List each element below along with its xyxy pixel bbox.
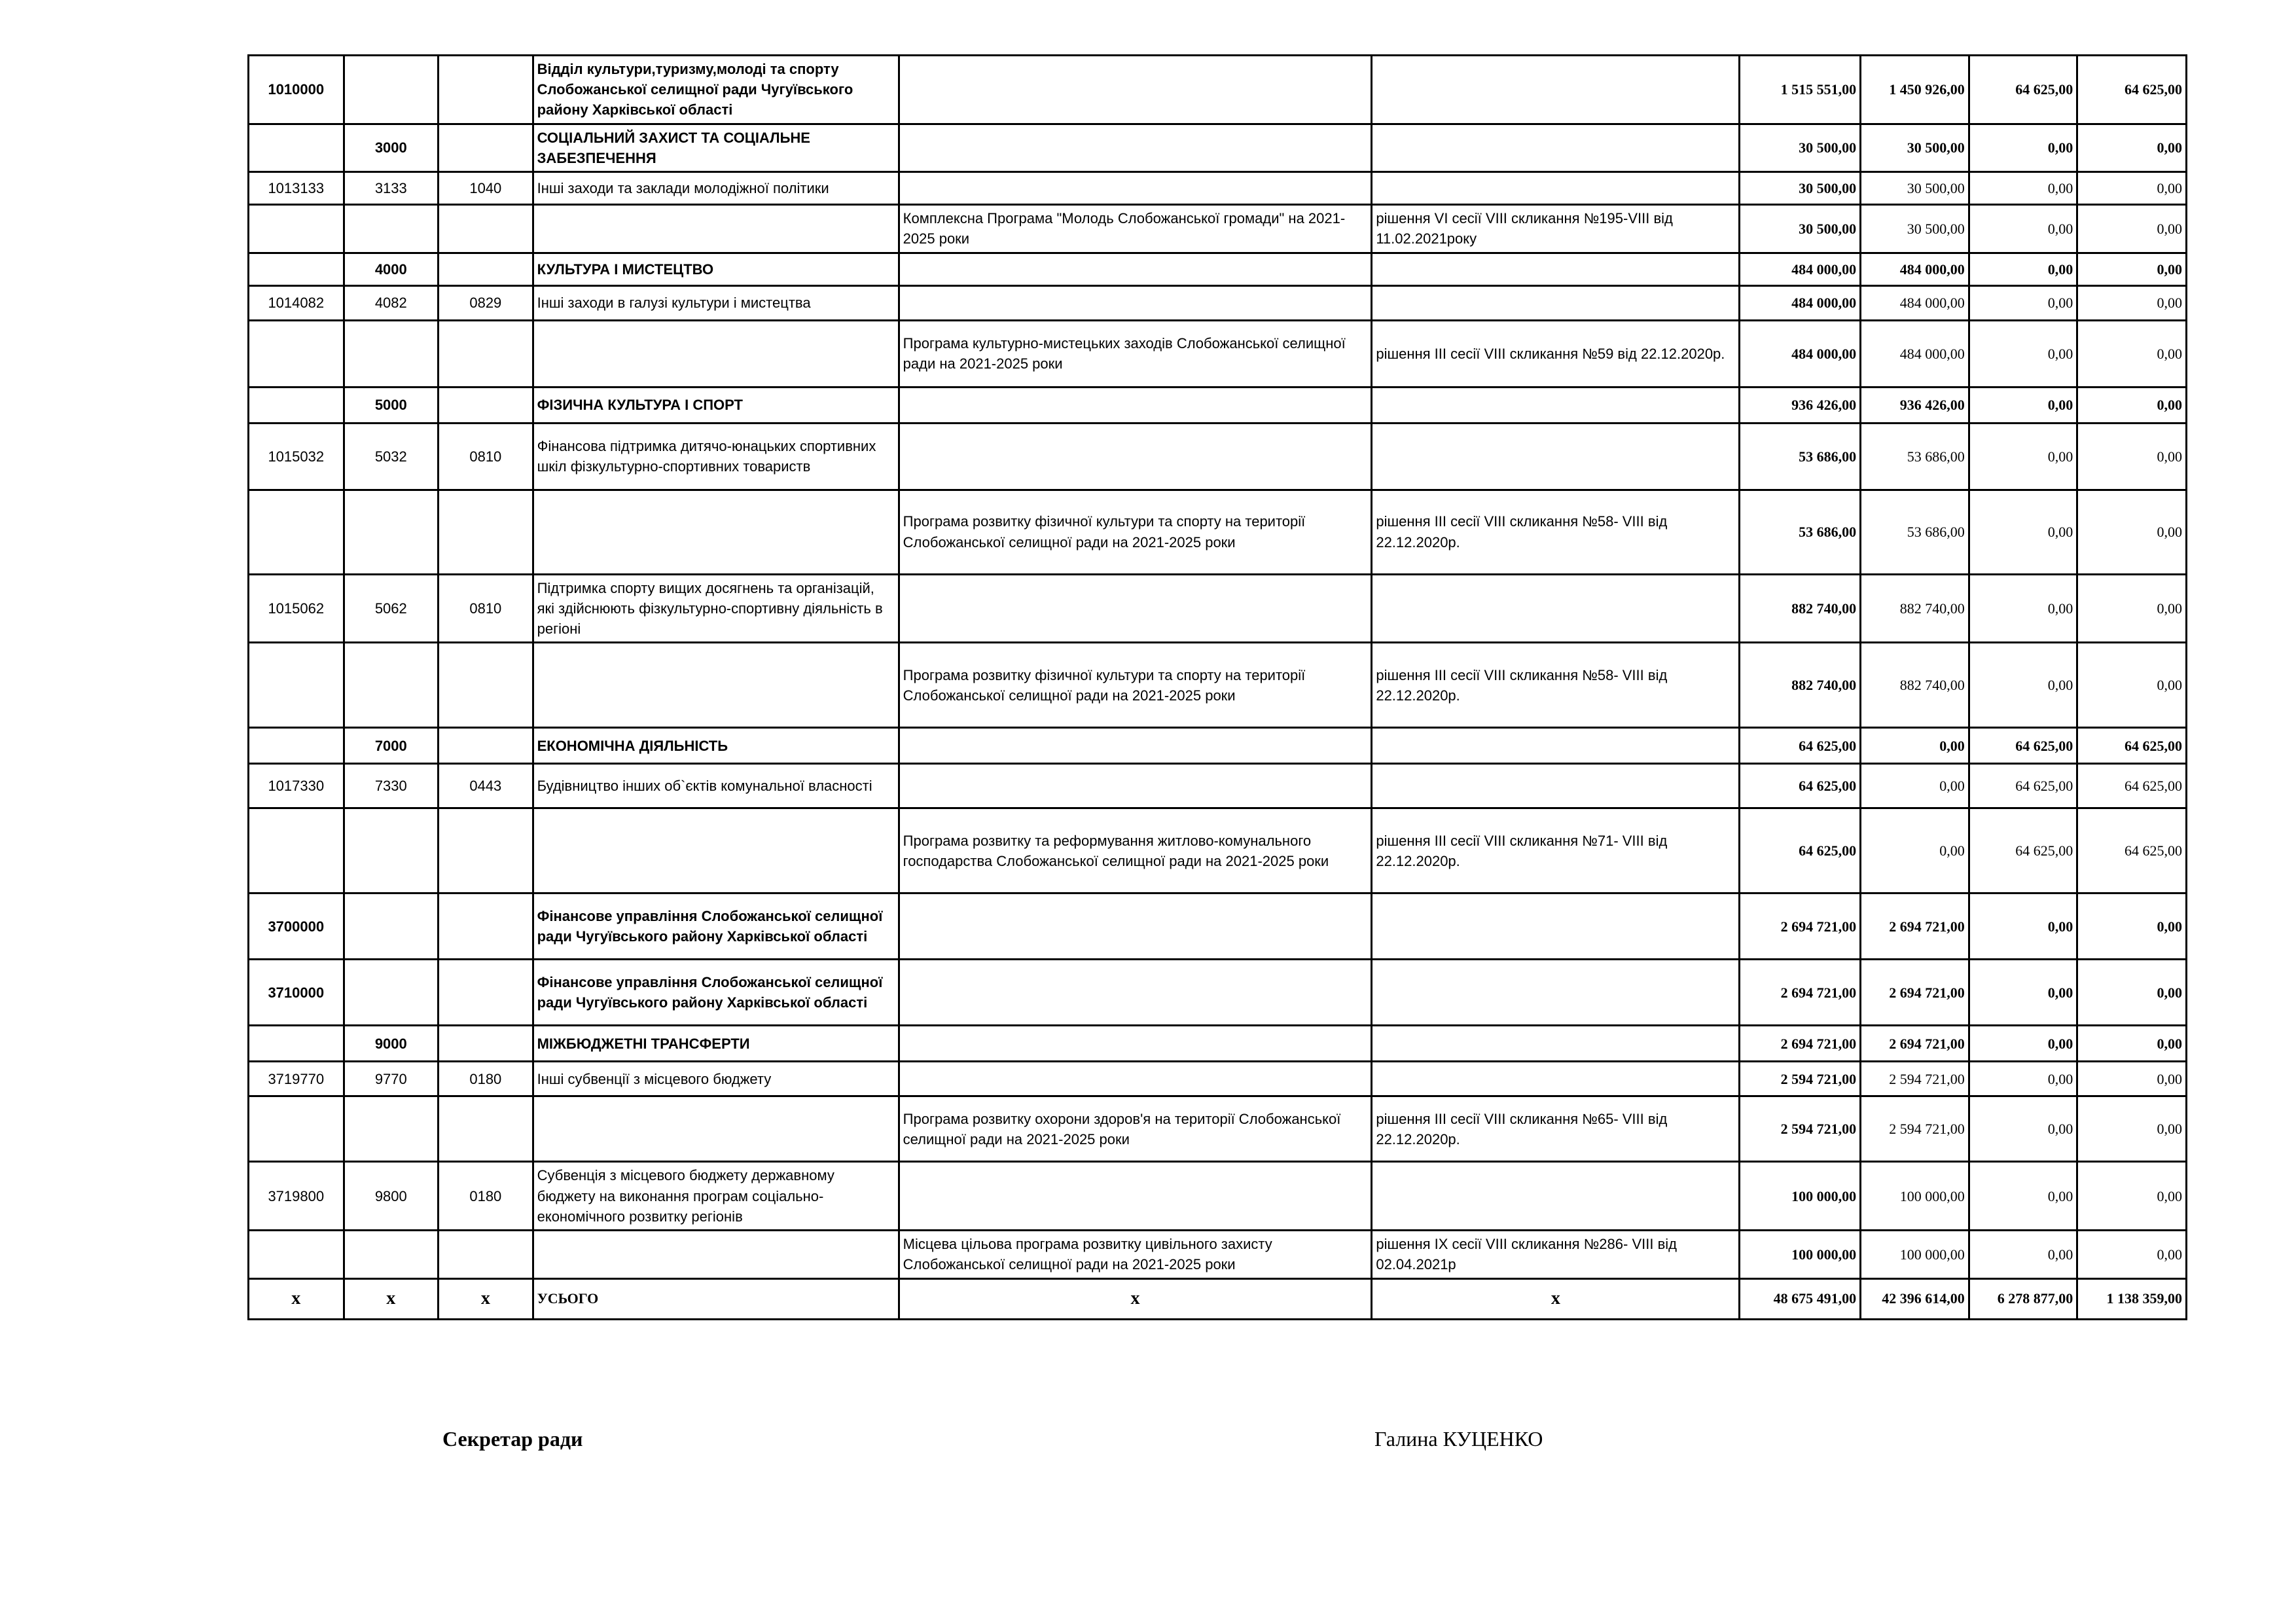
cell-v2: 2 694 721,00 <box>1861 960 1969 1026</box>
cell-c6 <box>1372 1162 1740 1231</box>
cell-c5 <box>899 960 1372 1026</box>
cell-c1: х <box>249 1278 344 1319</box>
cell-c3: 0443 <box>439 764 533 808</box>
cell-v3: 64 625,00 <box>1969 764 2077 808</box>
cell-v4: 1 138 359,00 <box>2077 1278 2187 1319</box>
cell-v1: 882 740,00 <box>1740 643 1861 728</box>
cell-v1: 2 694 721,00 <box>1740 1026 1861 1062</box>
cell-c5: Місцева цільова програма розвитку цивільного захисту Слобожанської селищної ради на 2021-2025 роки <box>899 1231 1372 1278</box>
cell-v1: 48 675 491,00 <box>1740 1278 1861 1319</box>
cell-c5 <box>899 1026 1372 1062</box>
cell-c4 <box>533 1231 899 1278</box>
cell-c1 <box>249 387 344 423</box>
cell-v4: 0,00 <box>2077 1096 2187 1162</box>
cell-c6 <box>1372 124 1740 171</box>
cell-c1: 3719770 <box>249 1062 344 1096</box>
cell-v4: 0,00 <box>2077 893 2187 960</box>
cell-v1: 882 740,00 <box>1740 574 1861 643</box>
cell-v3: 0,00 <box>1969 643 2077 728</box>
cell-c2: 5032 <box>344 423 439 490</box>
cell-c2: 9000 <box>344 1026 439 1062</box>
cell-v3: 0,00 <box>1969 320 2077 387</box>
cell-c5: Програма розвитку та реформування житлово-комунального господарства Слобожанської селищної ради на 2021-2025 роки <box>899 808 1372 893</box>
cell-c2: х <box>344 1278 439 1319</box>
cell-v1: 2 594 721,00 <box>1740 1062 1861 1096</box>
cell-v1: 936 426,00 <box>1740 387 1861 423</box>
cell-c1: 1010000 <box>249 56 344 124</box>
cell-v2: 1 450 926,00 <box>1861 56 1969 124</box>
cell-c4: ЕКОНОМІЧНА ДІЯЛЬНІСТЬ <box>533 728 899 764</box>
cell-c2 <box>344 643 439 728</box>
cell-c4: Інші заходи в галузі культури і мистецтва <box>533 285 899 320</box>
cell-v2: 2 694 721,00 <box>1861 1026 1969 1062</box>
cell-c6 <box>1372 893 1740 960</box>
cell-v3: 64 625,00 <box>1969 728 2077 764</box>
cell-c4: Фінансове управління Слобожанської селищної ради Чугуївського району Харківської області <box>533 893 899 960</box>
table-body <box>249 56 2187 1320</box>
cell-v1: 100 000,00 <box>1740 1162 1861 1231</box>
cell-c4: Підтримка спорту вищих досягнень та організацій, які здійснюють фізкультурно-спортивну діяльність в регіоні <box>533 574 899 643</box>
cell-v2: 53 686,00 <box>1861 490 1969 574</box>
cell-c4 <box>533 320 899 387</box>
table-row <box>249 643 2187 728</box>
cell-c5 <box>899 728 1372 764</box>
cell-c2: 5062 <box>344 574 439 643</box>
cell-c4: КУЛЬТУРА І МИСТЕЦТВО <box>533 253 899 285</box>
table-row <box>249 1231 2187 1278</box>
cell-c6 <box>1372 1062 1740 1096</box>
cell-c3 <box>439 253 533 285</box>
cell-v2: 882 740,00 <box>1861 574 1969 643</box>
cell-v3: 6 278 877,00 <box>1969 1278 2077 1319</box>
cell-c5 <box>899 1162 1372 1231</box>
cell-v3: 0,00 <box>1969 423 2077 490</box>
cell-c4: Інші заходи та заклади молодіжної політики <box>533 172 899 205</box>
cell-v3: 0,00 <box>1969 490 2077 574</box>
cell-c6: х <box>1372 1278 1740 1319</box>
cell-v3: 0,00 <box>1969 253 2077 285</box>
cell-v2: 30 500,00 <box>1861 205 1969 253</box>
cell-c3: 0810 <box>439 423 533 490</box>
cell-c3: 0810 <box>439 574 533 643</box>
cell-c6 <box>1372 172 1740 205</box>
cell-c4: Інші субвенції з місцевого бюджету <box>533 1062 899 1096</box>
table-row <box>249 764 2187 808</box>
cell-c2: 3000 <box>344 124 439 171</box>
cell-v2: 484 000,00 <box>1861 285 1969 320</box>
cell-c1: 3700000 <box>249 893 344 960</box>
cell-c3: 0180 <box>439 1062 533 1096</box>
cell-c1 <box>249 643 344 728</box>
cell-c1 <box>249 728 344 764</box>
cell-c2 <box>344 320 439 387</box>
cell-v2: 42 396 614,00 <box>1861 1278 1969 1319</box>
cell-v4: 64 625,00 <box>2077 764 2187 808</box>
cell-v4: 0,00 <box>2077 172 2187 205</box>
cell-c5: Комплексна Програма "Молодь Слобожанської громади" на 2021-2025 роки <box>899 205 1372 253</box>
cell-c2 <box>344 205 439 253</box>
cell-v2: 2 594 721,00 <box>1861 1096 1969 1162</box>
table-row <box>249 490 2187 574</box>
cell-v4: 0,00 <box>2077 490 2187 574</box>
table-row <box>249 387 2187 423</box>
cell-c6: рішення VI сесії VIII скликання №195-VIII від 11.02.2021року <box>1372 205 1740 253</box>
cell-v4: 0,00 <box>2077 124 2187 171</box>
cell-v4: 0,00 <box>2077 205 2187 253</box>
cell-c3 <box>439 1231 533 1278</box>
cell-v1: 2 594 721,00 <box>1740 1096 1861 1162</box>
cell-v2: 53 686,00 <box>1861 423 1969 490</box>
table-row <box>249 728 2187 764</box>
cell-v2: 100 000,00 <box>1861 1162 1969 1231</box>
cell-v4: 0,00 <box>2077 643 2187 728</box>
cell-c6: рішення ІІІ сесії VIII скликання №65- VIII від 22.12.2020р. <box>1372 1096 1740 1162</box>
table-row <box>249 893 2187 960</box>
cell-c5: х <box>899 1278 1372 1319</box>
cell-c5 <box>899 172 1372 205</box>
cell-v3: 0,00 <box>1969 574 2077 643</box>
cell-c5: Програма розвитку охорони здоров'я на території Слобожанської селищної ради на 2021-2025 роки <box>899 1096 1372 1162</box>
cell-c6 <box>1372 423 1740 490</box>
cell-c3 <box>439 643 533 728</box>
cell-v1: 30 500,00 <box>1740 124 1861 171</box>
cell-v4: 0,00 <box>2077 423 2187 490</box>
cell-c6: рішення ІІІ сесії VIII скликання №58- VIII від 22.12.2020р. <box>1372 643 1740 728</box>
cell-c4 <box>533 643 899 728</box>
cell-c5 <box>899 285 1372 320</box>
cell-c3 <box>439 124 533 171</box>
cell-c3 <box>439 1096 533 1162</box>
cell-c6: рішення ІХ сесії VIII скликання №286- VIII від 02.04.2021р <box>1372 1231 1740 1278</box>
cell-c6 <box>1372 960 1740 1026</box>
cell-c3: 0829 <box>439 285 533 320</box>
table-row <box>249 808 2187 893</box>
cell-c1 <box>249 1231 344 1278</box>
cell-v1: 64 625,00 <box>1740 764 1861 808</box>
cell-v2: 100 000,00 <box>1861 1231 1969 1278</box>
cell-c5: Програма розвитку фізичної культури та спорту на території Слобожанської селищної ради на 2021-2025 роки <box>899 490 1372 574</box>
cell-c4: Будівництво інших об`єктів комунальної власності <box>533 764 899 808</box>
cell-v3: 0,00 <box>1969 205 2077 253</box>
cell-c5 <box>899 253 1372 285</box>
cell-c6 <box>1372 285 1740 320</box>
cell-v3: 0,00 <box>1969 124 2077 171</box>
table-row <box>249 253 2187 285</box>
table-row <box>249 574 2187 643</box>
cell-v2: 30 500,00 <box>1861 172 1969 205</box>
cell-c2: 3133 <box>344 172 439 205</box>
table-row <box>249 172 2187 205</box>
cell-c1: 1014082 <box>249 285 344 320</box>
cell-c6 <box>1372 56 1740 124</box>
cell-v3: 0,00 <box>1969 1162 2077 1231</box>
cell-v3: 0,00 <box>1969 1231 2077 1278</box>
cell-c6 <box>1372 574 1740 643</box>
cell-c2 <box>344 1096 439 1162</box>
table-row <box>249 1062 2187 1096</box>
cell-c6 <box>1372 764 1740 808</box>
cell-c2 <box>344 808 439 893</box>
cell-c1: 3719800 <box>249 1162 344 1231</box>
cell-c4: ФІЗИЧНА КУЛЬТУРА І СПОРТ <box>533 387 899 423</box>
cell-v4: 64 625,00 <box>2077 728 2187 764</box>
cell-c5: Програма розвитку фізичної культури та спорту на території Слобожанської селищної ради на 2021-2025 роки <box>899 643 1372 728</box>
signature-name: Галина КУЦЕНКО <box>1374 1427 1543 1451</box>
cell-c3 <box>439 56 533 124</box>
cell-c6: рішення ІІІ сесії VIII скликання №59 від 22.12.2020р. <box>1372 320 1740 387</box>
cell-c3 <box>439 320 533 387</box>
cell-c1: 3710000 <box>249 960 344 1026</box>
cell-c2: 7000 <box>344 728 439 764</box>
cell-v3: 64 625,00 <box>1969 56 2077 124</box>
cell-c1 <box>249 253 344 285</box>
cell-c2: 4000 <box>344 253 439 285</box>
cell-v4: 0,00 <box>2077 1162 2187 1231</box>
cell-v4: 0,00 <box>2077 285 2187 320</box>
cell-v4: 0,00 <box>2077 387 2187 423</box>
cell-v4: 64 625,00 <box>2077 56 2187 124</box>
cell-v1: 30 500,00 <box>1740 205 1861 253</box>
cell-v2: 0,00 <box>1861 728 1969 764</box>
cell-c3 <box>439 808 533 893</box>
table-row <box>249 1096 2187 1162</box>
table-row <box>249 205 2187 253</box>
cell-c5 <box>899 893 1372 960</box>
cell-v2: 484 000,00 <box>1861 253 1969 285</box>
cell-v4: 0,00 <box>2077 253 2187 285</box>
total-row <box>249 1278 2187 1319</box>
table-row <box>249 1026 2187 1062</box>
cell-v3: 0,00 <box>1969 893 2077 960</box>
cell-c4: СОЦІАЛЬНИЙ ЗАХИСТ ТА СОЦІАЛЬНЕ ЗАБЕЗПЕЧЕННЯ <box>533 124 899 171</box>
cell-c2: 4082 <box>344 285 439 320</box>
cell-c5 <box>899 387 1372 423</box>
cell-c2 <box>344 490 439 574</box>
table-row <box>249 960 2187 1026</box>
cell-v3: 0,00 <box>1969 1062 2077 1096</box>
cell-v4: 0,00 <box>2077 1231 2187 1278</box>
cell-v2: 0,00 <box>1861 764 1969 808</box>
cell-c5 <box>899 574 1372 643</box>
cell-c4: Фінансове управління Слобожанської селищної ради Чугуївського району Харківської області <box>533 960 899 1026</box>
cell-v4: 0,00 <box>2077 960 2187 1026</box>
cell-v1: 53 686,00 <box>1740 423 1861 490</box>
cell-c1 <box>249 205 344 253</box>
table-row <box>249 285 2187 320</box>
cell-c1 <box>249 1026 344 1062</box>
cell-c4: МІЖБЮДЖЕТНІ ТРАНСФЕРТИ <box>533 1026 899 1062</box>
cell-v2: 30 500,00 <box>1861 124 1969 171</box>
cell-c3 <box>439 1026 533 1062</box>
cell-v2: 936 426,00 <box>1861 387 1969 423</box>
cell-v1: 64 625,00 <box>1740 808 1861 893</box>
cell-v4: 0,00 <box>2077 1026 2187 1062</box>
cell-v4: 0,00 <box>2077 320 2187 387</box>
cell-c4 <box>533 205 899 253</box>
table-row <box>249 124 2187 171</box>
cell-c3 <box>439 728 533 764</box>
cell-c5: Програма культурно-мистецьких заходів Слобожанської селищної ради на 2021-2025 роки <box>899 320 1372 387</box>
cell-c4 <box>533 808 899 893</box>
cell-c4: УСЬОГО <box>533 1278 899 1319</box>
cell-v1: 484 000,00 <box>1740 285 1861 320</box>
cell-c4: Субвенція з місцевого бюджету державному бюджету на виконання програм соціально-економічного розвитку регіонів <box>533 1162 899 1231</box>
cell-c6 <box>1372 387 1740 423</box>
cell-c4 <box>533 1096 899 1162</box>
signature-position: Секретар ради <box>442 1427 583 1451</box>
cell-c2: 9770 <box>344 1062 439 1096</box>
cell-v2: 2 694 721,00 <box>1861 893 1969 960</box>
cell-c3: х <box>439 1278 533 1319</box>
cell-v1: 1 515 551,00 <box>1740 56 1861 124</box>
cell-c6 <box>1372 1026 1740 1062</box>
cell-c5 <box>899 423 1372 490</box>
cell-c2: 7330 <box>344 764 439 808</box>
cell-c2 <box>344 1231 439 1278</box>
cell-c1: 1015062 <box>249 574 344 643</box>
cell-v4: 0,00 <box>2077 1062 2187 1096</box>
cell-c4: Фінансова підтримка дитячо-юнацьких спортивних шкіл фізкультурно-спортивних товариств <box>533 423 899 490</box>
cell-c2 <box>344 960 439 1026</box>
cell-c6 <box>1372 728 1740 764</box>
cell-c4 <box>533 490 899 574</box>
cell-v1: 100 000,00 <box>1740 1231 1861 1278</box>
cell-c2: 5000 <box>344 387 439 423</box>
cell-c1 <box>249 808 344 893</box>
cell-v3: 0,00 <box>1969 172 2077 205</box>
cell-c5 <box>899 124 1372 171</box>
cell-v4: 0,00 <box>2077 574 2187 643</box>
cell-c3 <box>439 960 533 1026</box>
cell-c2: 9800 <box>344 1162 439 1231</box>
cell-v3: 64 625,00 <box>1969 808 2077 893</box>
cell-c1: 1013133 <box>249 172 344 205</box>
cell-v3: 0,00 <box>1969 1026 2077 1062</box>
cell-v3: 0,00 <box>1969 387 2077 423</box>
table-row <box>249 56 2187 124</box>
cell-v1: 64 625,00 <box>1740 728 1861 764</box>
cell-v2: 882 740,00 <box>1861 643 1969 728</box>
cell-c1 <box>249 124 344 171</box>
cell-c1: 1017330 <box>249 764 344 808</box>
cell-v2: 2 594 721,00 <box>1861 1062 1969 1096</box>
cell-v1: 484 000,00 <box>1740 320 1861 387</box>
cell-v2: 484 000,00 <box>1861 320 1969 387</box>
cell-c3 <box>439 893 533 960</box>
cell-v1: 2 694 721,00 <box>1740 960 1861 1026</box>
cell-v1: 484 000,00 <box>1740 253 1861 285</box>
cell-c3: 1040 <box>439 172 533 205</box>
cell-v3: 0,00 <box>1969 285 2077 320</box>
cell-c1 <box>249 490 344 574</box>
cell-c5 <box>899 56 1372 124</box>
cell-c3 <box>439 490 533 574</box>
cell-c5 <box>899 1062 1372 1096</box>
cell-v1: 30 500,00 <box>1740 172 1861 205</box>
cell-c5 <box>899 764 1372 808</box>
cell-v4: 64 625,00 <box>2077 808 2187 893</box>
table-row <box>249 320 2187 387</box>
cell-c3 <box>439 205 533 253</box>
cell-c1: 1015032 <box>249 423 344 490</box>
cell-c6: рішення ІІІ сесії VIII скликання №58- VIII від 22.12.2020р. <box>1372 490 1740 574</box>
cell-c6: рішення ІІІ сесії VIII скликання №71- VIII від 22.12.2020р. <box>1372 808 1740 893</box>
cell-c6 <box>1372 253 1740 285</box>
cell-v1: 2 694 721,00 <box>1740 893 1861 960</box>
cell-c2 <box>344 893 439 960</box>
cell-v1: 53 686,00 <box>1740 490 1861 574</box>
cell-c1 <box>249 320 344 387</box>
table-row <box>249 423 2187 490</box>
cell-c4: Відділ культури,туризму,молоді та спорту Слобожанської селищної ради Чугуївського району Харківської області <box>533 56 899 124</box>
cell-c3 <box>439 387 533 423</box>
cell-v3: 0,00 <box>1969 960 2077 1026</box>
cell-v3: 0,00 <box>1969 1096 2077 1162</box>
cell-c3: 0180 <box>439 1162 533 1231</box>
cell-v2: 0,00 <box>1861 808 1969 893</box>
table-row <box>249 1162 2187 1231</box>
cell-c1 <box>249 1096 344 1162</box>
budget-table <box>247 54 2187 1320</box>
cell-c2 <box>344 56 439 124</box>
